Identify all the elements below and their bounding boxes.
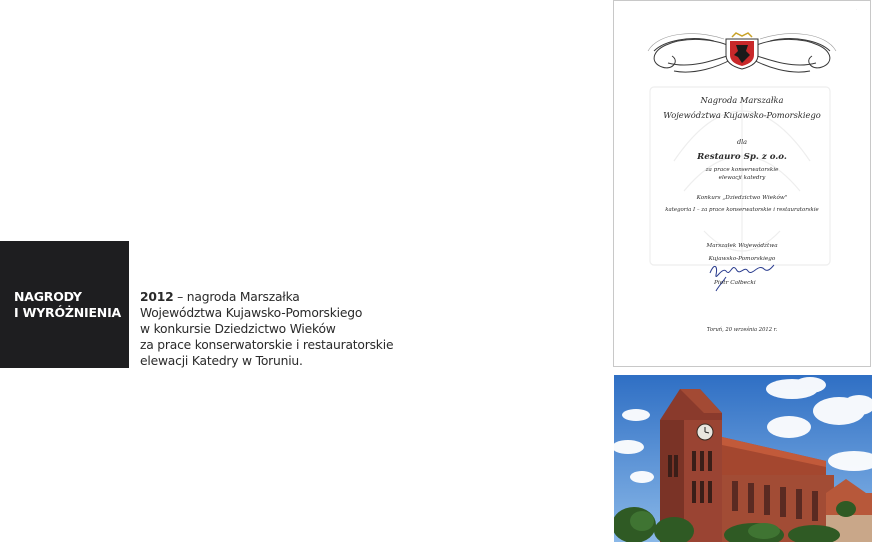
diploma-signatory-line1: Marszałek Województwa: [706, 243, 778, 249]
award-diploma: [613, 0, 871, 367]
diploma-signatory-line2: Kujawsko-Pomorskiego: [708, 256, 776, 262]
signature: [710, 265, 774, 291]
award-line5: elewacji Katedry w Toruniu.: [140, 354, 303, 368]
diploma-reason-line2: elewacji katedry: [718, 175, 766, 181]
svg-text:·: ·: [856, 7, 857, 11]
diploma-signatory-name: Piotr Całbecki: [714, 280, 756, 286]
award-line1: – nagroda Marszałka: [173, 290, 300, 304]
diploma-date: Toruń, 20 września 2012 r.: [706, 327, 778, 333]
award-year: 2012: [140, 290, 174, 304]
diploma-contest: Konkurs „Dziedzictwo Wieków": [696, 195, 788, 201]
section-title-line2: I WYRÓŻNIENIA: [14, 305, 121, 320]
diploma-ornament: [614, 1, 870, 366]
emblem-icon: [726, 33, 758, 69]
award-line2: Województwa Kujawsko-Pomorskiego: [140, 306, 363, 320]
diploma-title-line1: Nagroda Marszałka: [700, 95, 784, 105]
award-line3: w konkursie Dziedzictwo Wieków: [140, 322, 336, 336]
section-title-line1: NAGRODY: [14, 289, 82, 304]
section-title-box: [0, 241, 129, 368]
diploma-reason-line1: za prace konserwatorskie: [705, 167, 779, 173]
award-description: [140, 289, 440, 369]
diploma-category: kategoria I – za prace konserwatorskie i restauratorskie: [665, 207, 819, 213]
diploma-title-line2: Województwa Kujawsko-Pomorskiego: [663, 110, 821, 120]
award-line4: za prace konserwatorskie i restauratorskie: [140, 338, 394, 352]
diploma-for: dla: [736, 138, 748, 146]
diploma-recipient: Restauro Sp. z o.o.: [697, 152, 787, 162]
cathedral-photo: [614, 375, 872, 542]
